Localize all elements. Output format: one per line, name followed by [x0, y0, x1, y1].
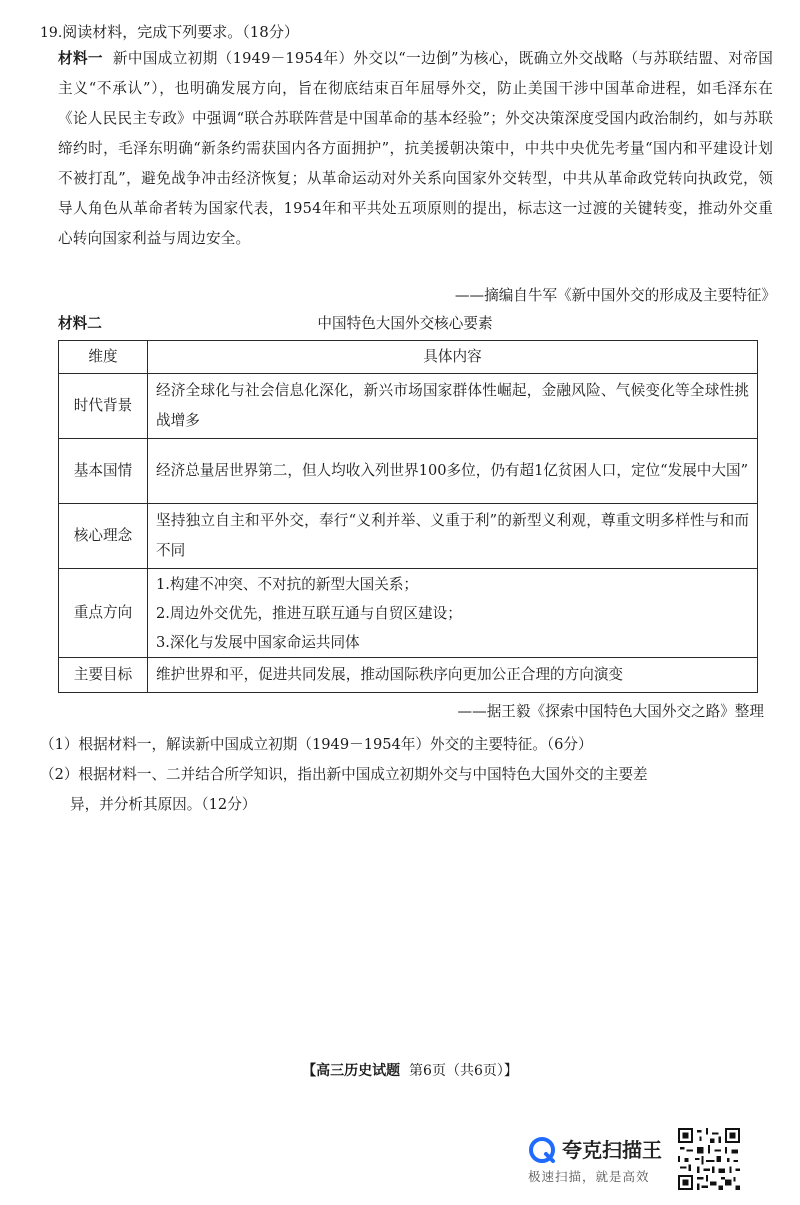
material-one-text: 新中国成立初期（1949－1954年）外交以“一边倒”为核心，既确立外交战略（与苏联结盟、对帝国主义“不承认”），也明确发展方向，旨在彻底结束百年屈辱外交，防止美国干涉中国革命进程，如毛泽东在《论人民民主专政》中强调“联合苏联阵营是中国革命的基本经验”；外交决策深度受国内政治制约，如与苏联缔约时，毛泽东明确“新条约需获国内各方面拥护”，抗美援朝决策中，中共中央优先考量“国内和平建设计划不被打乱”，避免战争冲击经济恢复；从革命运动对外关系向国家外交转型，中共从革命政党转向执政党，领导人角色从革命者转为国家代表，1954年和平共处五项原则的提出，标志这一过渡的关键转变，推动外交重心转向国家利益与周边安全。: [58, 50, 773, 247]
header-dimension: 维度: [59, 341, 148, 374]
row-content: 坚持独立自主和平外交，奉行“义利并举、义重于利”的新型义利观，尊重文明多样性与和而不同: [148, 504, 758, 569]
subquestion-1: （1）根据材料一，解读新中国成立初期（1949－1954年）外交的主要特征。（6分）: [40, 736, 593, 753]
question-instruction: 阅读材料，完成下列要求。（18分）: [62, 23, 299, 41]
table-header-row: [59, 341, 758, 374]
page-footer: [250, 1060, 570, 1082]
subquestion-2-line2: 异，并分析其原因。（12分）: [70, 796, 257, 813]
table-row: [59, 504, 758, 569]
row-dimension: 核心理念: [59, 504, 148, 569]
brand-slogan: 极速扫描，就是高效: [528, 1169, 650, 1184]
material-two-label: 材料二: [58, 315, 102, 332]
table-row: [59, 569, 758, 658]
list-item: 3.深化与发展中国家命运共同体: [156, 633, 360, 651]
material-one-label: 材料一: [58, 50, 103, 67]
table-row: [59, 374, 758, 439]
scanner-watermark: [528, 1128, 678, 1192]
row-dimension: 重点方向: [59, 569, 148, 658]
material-one-source: ——摘编自牛军《新中国外交的形成及主要特征》: [454, 287, 776, 304]
subquestion-2-line1: （2）根据材料一、二并结合所学知识，指出新中国成立初期外交与中国特色大国外交的主要差: [40, 766, 648, 783]
row-dimension: 时代背景: [59, 374, 148, 439]
row-content-list: [148, 569, 758, 658]
quark-logo-icon: [528, 1136, 556, 1164]
qr-code-icon: [678, 1128, 740, 1190]
table-row: [59, 439, 758, 504]
footer-page: 第6页（共6页）】: [409, 1063, 518, 1079]
list-item: 2.周边外交优先，推进互联互通与自贸区建设；: [156, 604, 462, 622]
row-content: 维护世界和平，促进共同发展，推动国际秩序向更加公正合理的方向演变: [148, 658, 758, 693]
subquestions: [40, 730, 775, 820]
footer-title: 【高三历史试题: [302, 1063, 401, 1079]
diplomacy-elements-table: [58, 340, 758, 693]
material-one: [58, 44, 773, 254]
table-row: [59, 658, 758, 693]
row-content: 经济全球化与社会信息化深化，新兴市场国家群体性崛起，金融风险、气候变化等全球性挑战增多: [148, 374, 758, 439]
row-dimension: 基本国情: [59, 439, 148, 504]
row-dimension: 主要目标: [59, 658, 148, 693]
question-header: [40, 20, 780, 45]
table-title: 中国特色大国外交核心要素: [317, 315, 493, 332]
question-number: 19.: [40, 25, 63, 41]
material-two-source: ——据王毅《探索中国特色大国外交之路》整理: [457, 703, 764, 720]
header-content: 具体内容: [148, 341, 758, 374]
row-content: 经济总量居世界第二，但人均收入列世界100多位，仍有超1亿贫困人口，定位“发展中大国”: [148, 439, 758, 504]
brand-name: 夸克扫描王: [562, 1138, 662, 1162]
list-item: 1.构建不冲突、不对抗的新型大国关系；: [156, 575, 419, 593]
